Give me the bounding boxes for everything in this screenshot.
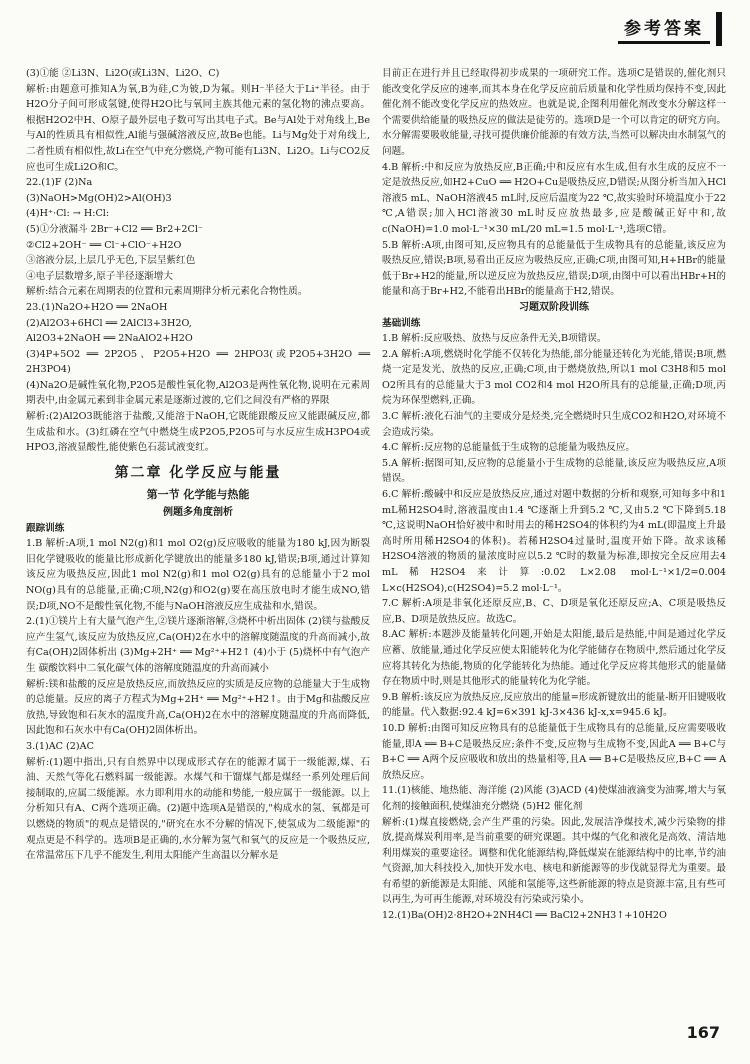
page-number: 167 — [686, 1023, 720, 1042]
right-column — [382, 66, 726, 924]
answer-text: 4.C 解析:反应物的总能量低于生成物的总能量为吸热反应。 — [382, 442, 636, 454]
answer-text: 23.(1)Na2O+H2O ══ 2NaOH — [26, 301, 168, 313]
exercise-title: 习题双阶段训练 — [519, 301, 589, 313]
basic-training-label: 基础训练 — [382, 317, 421, 329]
answer-text: 目前正在进行并且已经取得初步成果的一项研究工作。选项C是错误的,催化剂只能改变化学反应的速率,而其本身在化学反应前后质量和化学性质均保持不变,因此催化剂不能改变化学反应的热效应。也就是说,企图利用催化剂改变水分解这样一个需要供给能量的吸热反应的做法是徒劳的。选项D是一个可以肯定的研究方向。水分解需要吸收能量,寻找可提供廉价能源的有效方法,当然可以解决由水制氢气的问题。 — [382, 68, 726, 157]
answer-text: 3.(1)AC (2)AC — [26, 740, 94, 752]
header-title: 参考答案 — [618, 14, 710, 44]
answer-text: 9.B 解析:该反应为放热反应,反应放出的能量=形成新键放出的能量-断开旧键吸收的能量。代入数据:92.4 kJ=6×391 kJ-3×436 kJ-x,x=945.6 kJ。 — [382, 691, 726, 719]
answer-text: 2.A 解析:A项,燃烧时化学能不仅转化为热能,部分能量还转化为光能,错误;B项,燃烧一定是发光、放热的反应,正确;C项,由于燃烧放热,所以1 mol C3H8和5 mol O2所具有的总能量大于3 mol CO2和4 mol H2O所具有的总能量,正确;D项,丙烷为环保型燃料,正确。 — [382, 348, 726, 407]
answer-text: ②Cl2+2OH⁻ ══ Cl⁻+ClO⁻+H2O — [26, 239, 182, 251]
answer-text: 11.(1)核能、地热能、海洋能 (2)风能 (3)ACD (4)使煤油液滴变为油雾,增大与氧化剂的接触面积,使煤油充分燃烧 (5)H2 催化剂 — [382, 785, 726, 812]
answer-text: (4)H⁺·Cl: → H:Cl: — [26, 208, 110, 220]
answer-text: 解析:(2)Al2O3既能溶于盐酸,又能溶于NaOH,它既能跟酸反应又能跟碱反应,都生成盐和水。(3)红磷在空气中燃烧生成P2O5,P2O5可与水反应生成H3PO4或HPO3,溶液显酸性,能使紫色石蕊试液变红。 — [26, 411, 370, 454]
header-bar — [716, 12, 722, 46]
content-columns — [26, 66, 726, 924]
answer-text: (3)NaOH>Mg(OH)2>Al(OH)3 — [26, 192, 172, 204]
chapter-title: 第二章 化学反应与能量 — [114, 464, 282, 481]
subsection-title: 例题多角度剖析 — [163, 507, 233, 519]
answer-text: 解析:结合元素在周期表的位置和元素周期律分析元素化合物性质。 — [26, 286, 308, 298]
answer-text: ③溶液分层,上层几乎无色,下层呈紫红色 — [26, 255, 196, 267]
answer-text: Al2O3+2NaOH ══ 2NaAlO2+H2O — [26, 333, 193, 345]
answer-text: 7.C 解析:A项是非氧化还原反应,B、C、D项是氧化还原反应;A、C项是吸热反应,B、D项是放热反应。故选C。 — [382, 598, 726, 625]
answer-text: 3.C 解析:液化石油气的主要成分是烃类,完全燃烧时只生成CO2和H2O,对环境不会造成污染。 — [382, 411, 726, 438]
answer-text: (5)①分液漏斗 2Br⁻+Cl2 ══ Br2+2Cl⁻ — [26, 223, 203, 235]
answer-text: 解析:(1)煤直接燃烧,会产生严重的污染。因此,发展洁净煤技术,减少污染物的排放,提高煤炭利用率,是当前重要的研究课题。其中煤的气化和液化是高效、清洁地利用煤炭的重要途径。调整和优化能源结构,降低煤炭在能源结构中的比率,节约油气资源,加大科技投入,加快开发水电、核电和新能源等的步伐就显得尤为重要。最有希望的新能源是太阳能、风能和氢能等,这些新能源的特点是资源丰富,且有些可以再生,为可再生能源,对环境没有污染或污染小。 — [382, 816, 726, 906]
answer-text: (3)①能 ②Li3N、Li2O(或Li3N、Li2O、C) — [26, 68, 220, 79]
section-title: 第一节 化学能与热能 — [146, 488, 250, 502]
answer-text: 1.B 解析:反应吸热、放热与反应条件无关,B项错误。 — [382, 333, 607, 345]
answer-text: 10.D 解析:由图可知反应物具有的总能量低于生成物具有的总能量,反应需要吸收能量,即A ══ B+C是吸热反应;条件不变,反应物与生成物不变,因此A ══ B+C与B+C ══ A两个反应吸收和放出的热量相等,且A ══ B+C是吸热反应,B+C ══ A放热反应。 — [382, 722, 726, 781]
answer-text: 解析:(1)题中指出,只有自然界中以现成形式存在的能源才属于一级能源,煤、石油、天然气等化石燃料属一级能源。水煤气和干馏煤气都是煤经一系列处理后间接制取的,应属二级能源。水力即利用水的动能和势能,一般应属于一级能源。以上分析知只有A、C两个选项正确。(2)题中选项A是错误的,"构成水的氢、氧都是可以燃烧的物质"的观点是错误的,"研究在水不分解的情况下,使氢成为二级能源"的观点更是不科学的。选项B是正确的,水分解为氢气和氧气的反应是一个吸热反应,在常温常压下几乎不能发生,利用太阳能产生高温以分解水是 — [26, 756, 370, 862]
answer-text: 5.A 解析:据图可知,反应物的总能量小于生成物的总能量,该反应为吸热反应,A项错误。 — [382, 457, 726, 485]
answer-text: 5.B 解析:A项,由图可知,反应物具有的总能量低于生成物具有的总能量,该反应为吸热反应,错误;B项,易看出正反应为吸热反应,正确;C项,由图可知,H+HBr的能量低于Br+H2的能量,所以逆反应为放热反应,错误;D项,由图中可以看出HBr+H的能量和高于Br+H2,不能看出HBr的能量高于H2,错误。 — [382, 239, 726, 298]
answer-text: 8.AC 解析:本题涉及能量转化问题,开始是太阳能,最后是热能,中间是通过化学反应蓄、放能量,通过化学反应使太阳能转化为化学能储存在物质中,然后通过化学反应将其转化为热能,物质的化学能转化为热能。通过化学反应将其他形式的能量储存在物质中时,则是其他形式的能量转化为化学能。 — [382, 629, 726, 688]
answer-text: 12.(1)Ba(OH)2·8H2O+2NH4Cl ══ BaCl2+2NH3↑+10H2O — [382, 910, 667, 922]
answer-text: 2.(1)①镁片上有大量气泡产生,②镁片逐渐溶解,③烧杯中析出固体 (2)镁与盐酸反应产生氢气,该反应为放热反应,Ca(OH)2在水中的溶解度随温度的升高而减小,故有Ca(OH)2固体析出 (3)Mg+2H⁺ ══ Mg²⁺+H2↑ (4)小于 (5)烧杯中有气泡产生 碳酸饮料中二氧化碳气体的溶解度随温度的升高而减小 — [26, 616, 370, 674]
answer-text: 解析:由题意可推知A为氧,B为硅,C为铍,D为氟。则H⁻半径大于Li⁺半径。由于H2O分子间可形成氢键,使得H2O比与氧同主族其他元素的氢化物的沸点要高。根据H2O2中H、O原子最外层电子数可写出其电子式。Be与Al处于对角线上,Be与Al的性质具有相似性,Al能与强碱溶液反应,故Be也能。Li与Mg处于对角线上,二者性质有相似性,故Li在空气中充分燃烧,产物可能有Li3N、Li2O。Li与CO2反应也可生成Li2O和C。 — [26, 83, 370, 173]
follow-training-label: 跟踪训练 — [26, 522, 65, 534]
page-header — [618, 12, 722, 46]
answer-text: 1.B 解析:A项,1 mol N2(g)和1 mol O2(g)反应吸收的能量为180 kJ,因为断裂旧化学键吸收的能量比形成新化学键放出的能量多180 kJ,错误;B项,通过计算知该反应为吸热反应,因此1 mol N2(g)和1 mol O2(g)具有的总能量小于2 mol NO(g)具有的总能量,正确;C项,N2(g)和O2(g)要在高压放电时才能生成NO,错误;D项,NO不是酸性氧化物,不能与NaOH溶液反应生成盐和水,错误。 — [26, 538, 370, 612]
answer-text: 6.C 解析:酸碱中和反应是放热反应,通过对题中数据的分析和观察,可知每多中和1 mL稀H2SO4时,溶液温度由1.4 ℃逐渐上升到5.2 ℃,又由5.2 ℃下降到5.18 ℃,这说明NaOH恰好被中和时用去的稀H2SO4的体积约为4 mL(即温度上升最高时所用稀H2SO4的体积)。若稀H2SO4过量时,温度开始下降。故求该稀H2SO4溶液的物质的量浓度时应以5.2 ℃时的数量为标准,即按完全反应用去4 mL稀H2SO4来计算:0.02 L×2.08 mol·L⁻¹×1/2=0.004 L×c(H2SO4),c(H2SO4)=5.2 mol·L⁻¹。 — [382, 489, 726, 594]
answer-text: (3)4P+5O2 ══ 2P2O5、P2O5+H2O ══ 2HPO3(或P2O5+3H2O ══ 2H3PO4) — [26, 348, 370, 376]
answer-text: 22.(1)F (2)Na — [26, 177, 93, 189]
answer-text: 解析:镁和盐酸的反应是放热反应,而放热反应的实质是反应物的总能量大于生成物的总能量。反应的离子方程式为Mg+2H⁺ ══ Mg²⁺+H2↑。由于Mg和盐酸反应放热,导致饱和石灰水的温度升高,Ca(OH)2在水中的溶解度随温度的升高而降低,因此饱和石灰水中有Ca(OH)2固体析出。 — [26, 678, 370, 737]
answer-text: (2)Al2O3+6HCl ══ 2AlCl3+3H2O, — [26, 317, 192, 329]
left-column — [26, 66, 370, 924]
answer-text: (4)Na2O是碱性氧化物,P2O5是酸性氧化物,Al2O3是两性氧化物,说明在元素周期表中,由金属元素到非金属元素是逐渐过渡的,它们之间没有严格的界限 — [26, 379, 370, 407]
answer-text: 4.B 解析:中和反应为放热反应,B正确;中和反应有水生成,但有水生成的反应不一定是放热反应,如H2+CuO ══ H2O+Cu是吸热反应,D错误;从图分析当加入HCl溶液5 mL、NaOH溶液45 mL时,反应后温度为22 ℃,故实验时环境温度小于22 ℃,A错误;加入HCl溶液30 mL时反应放热最多,应是酸碱正好中和,故c(NaOH)=1.0 mol·L⁻¹×30 mL/20 mL=1.5 mol·L⁻¹,选项C错。 — [382, 161, 726, 235]
answer-text: ④电子层数增多,原子半径逐渐增大 — [26, 270, 173, 282]
